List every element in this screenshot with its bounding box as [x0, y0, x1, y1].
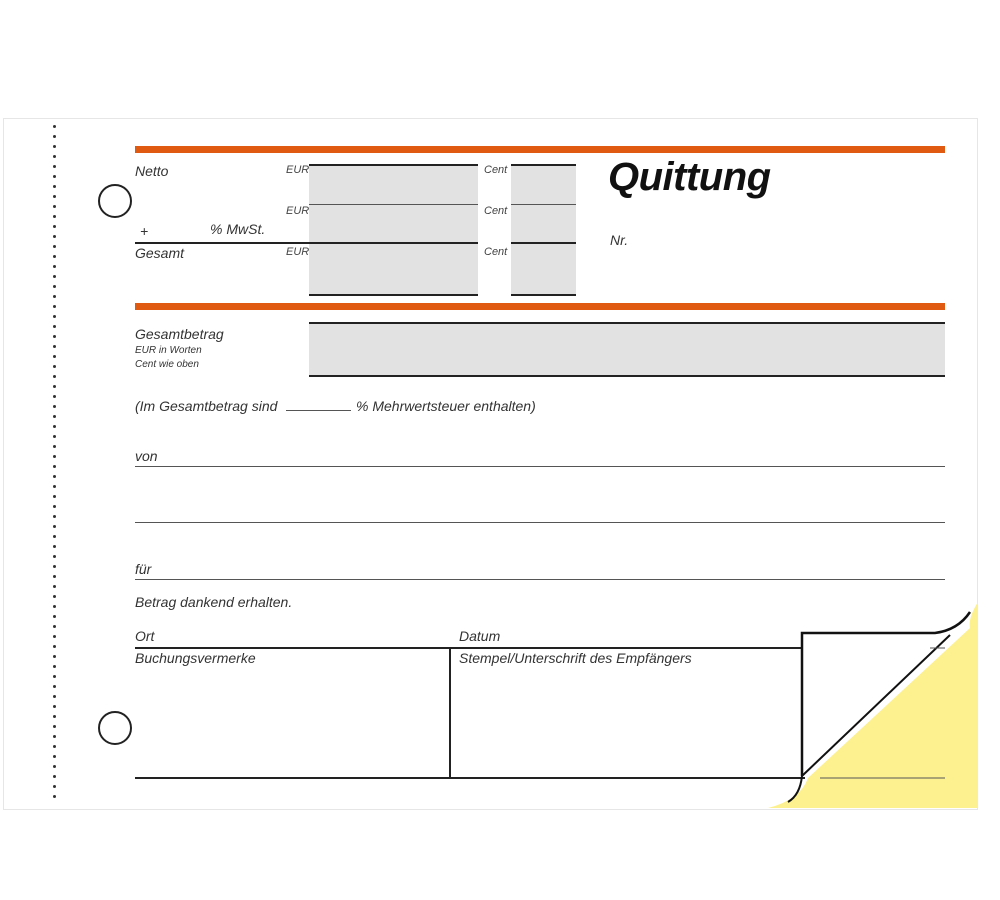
bottom-line [135, 777, 805, 779]
perforation-dot [53, 675, 56, 678]
perforation-dot [53, 335, 56, 338]
perforation-dot [53, 245, 56, 248]
perforation-dot [53, 625, 56, 628]
perforation-dot [53, 285, 56, 288]
perforation-dot [53, 605, 56, 608]
eur-label: EUR [286, 246, 310, 258]
perforation-dot [53, 745, 56, 748]
page-title: Quittung [608, 155, 771, 199]
perforation-dot [53, 435, 56, 438]
punch-hole [98, 184, 132, 218]
perforation-dot [53, 575, 56, 578]
perforation-dot [53, 265, 56, 268]
perforation-dot [53, 645, 56, 648]
divider [511, 294, 576, 296]
datum-label: Datum [459, 628, 501, 644]
cent-label: Cent [484, 164, 508, 176]
sum-line [135, 242, 478, 244]
perforation-dot [53, 535, 56, 538]
divider [511, 204, 576, 205]
ort-datum-line [135, 647, 805, 649]
fuer-label: für [135, 561, 152, 577]
perforation-dot [53, 635, 56, 638]
mwst-label: % MwSt. [210, 221, 266, 237]
divider [309, 164, 478, 166]
perforation-dot [53, 495, 56, 498]
vat-included-suffix: % Mehrwertsteuer enthalten) [356, 398, 536, 414]
perforation-dot [53, 665, 56, 668]
perforation-dot [53, 275, 56, 278]
perforation-dot [53, 525, 56, 528]
perforation-dot [53, 615, 56, 618]
perforation-dot [53, 195, 56, 198]
box-divider [449, 647, 451, 778]
buchungsvermerke-label: Buchungsvermerke [135, 650, 256, 666]
perforation-dot [53, 765, 56, 768]
perforation-dot [53, 735, 56, 738]
perforation-dot [53, 515, 56, 518]
perforation-dot [53, 545, 56, 548]
divider [309, 375, 945, 377]
perforation-dot [53, 695, 56, 698]
eur-label: EUR [286, 205, 310, 217]
perforation-dot [53, 325, 56, 328]
perforation-dot [53, 755, 56, 758]
divider [511, 164, 576, 166]
perforation-dot [53, 705, 56, 708]
perforation-dot [53, 465, 56, 468]
netto-label: Netto [135, 163, 169, 179]
perforation-dot [53, 155, 56, 158]
cent-wie-oben-label: Cent wie oben [135, 359, 199, 370]
perforation-dot [53, 685, 56, 688]
divider [309, 294, 478, 296]
perforation-dot [53, 305, 56, 308]
middle-orange-bar [135, 303, 945, 310]
von-line[interactable] [135, 466, 945, 467]
perforation-dot [53, 365, 56, 368]
cent-amount-field[interactable] [511, 165, 576, 295]
nr-label: Nr. [610, 232, 629, 248]
perforation-dot [53, 235, 56, 238]
perforation-dot [53, 455, 56, 458]
perforation-dot [53, 775, 56, 778]
divider [309, 204, 478, 205]
eur-in-worten-label: EUR in Worten [135, 345, 202, 356]
perforation-dot [53, 555, 56, 558]
perforation-dot [53, 135, 56, 138]
perforation-dot [53, 255, 56, 258]
perforation-dot [53, 345, 56, 348]
gesamt-label: Gesamt [135, 245, 185, 261]
perforation-dot [53, 445, 56, 448]
perforation-dot [53, 565, 56, 568]
ort-label: Ort [135, 628, 155, 644]
perforation-dot [53, 205, 56, 208]
stempel-label: Stempel/Unterschrift des Empfängers [459, 650, 692, 666]
perforation-dot [53, 425, 56, 428]
von-label: von [135, 448, 158, 464]
perforation-dot [53, 225, 56, 228]
perforation-dot [53, 375, 56, 378]
sum-line [511, 242, 576, 244]
perforation-dot [53, 395, 56, 398]
eur-label: EUR [286, 164, 310, 176]
fuer-line[interactable] [135, 579, 945, 580]
cent-label: Cent [484, 246, 508, 258]
gesamtbetrag-label: Gesamtbetrag [135, 326, 224, 342]
perforation-dot [53, 585, 56, 588]
perforation-dot [53, 295, 56, 298]
vat-included-prefix: (Im Gesamtbetrag sind [135, 398, 278, 414]
perforation-dot [53, 595, 56, 598]
address-line[interactable] [135, 522, 945, 523]
perforation-dot [53, 785, 56, 788]
eur-amount-field[interactable] [309, 165, 478, 295]
top-orange-bar [135, 146, 945, 153]
page-curl-corner [760, 590, 980, 810]
plus-label: + [140, 223, 149, 239]
perforation-dot [53, 355, 56, 358]
cent-label: Cent [484, 205, 508, 217]
perforation-dot [53, 715, 56, 718]
perforation-dot [53, 725, 56, 728]
perforation-dot [53, 315, 56, 318]
divider [309, 322, 945, 324]
perforation-dot [53, 405, 56, 408]
perforation-dot [53, 145, 56, 148]
punch-hole [98, 711, 132, 745]
betrag-dankend-label: Betrag dankend erhalten. [135, 594, 293, 610]
perforation-dot [53, 175, 56, 178]
perforation-dot [53, 385, 56, 388]
perforation-dot [53, 215, 56, 218]
perforation-dot [53, 475, 56, 478]
vat-percent-blank[interactable] [286, 410, 351, 411]
perforation-dot [53, 485, 56, 488]
perforation-dot [53, 415, 56, 418]
perforation-dot [53, 185, 56, 188]
perforation-dot [53, 125, 56, 128]
perforation-dot [53, 795, 56, 798]
perforation-dot [53, 505, 56, 508]
perforation-dot [53, 165, 56, 168]
amount-in-words-field[interactable] [309, 324, 945, 375]
perforation-dot [53, 655, 56, 658]
